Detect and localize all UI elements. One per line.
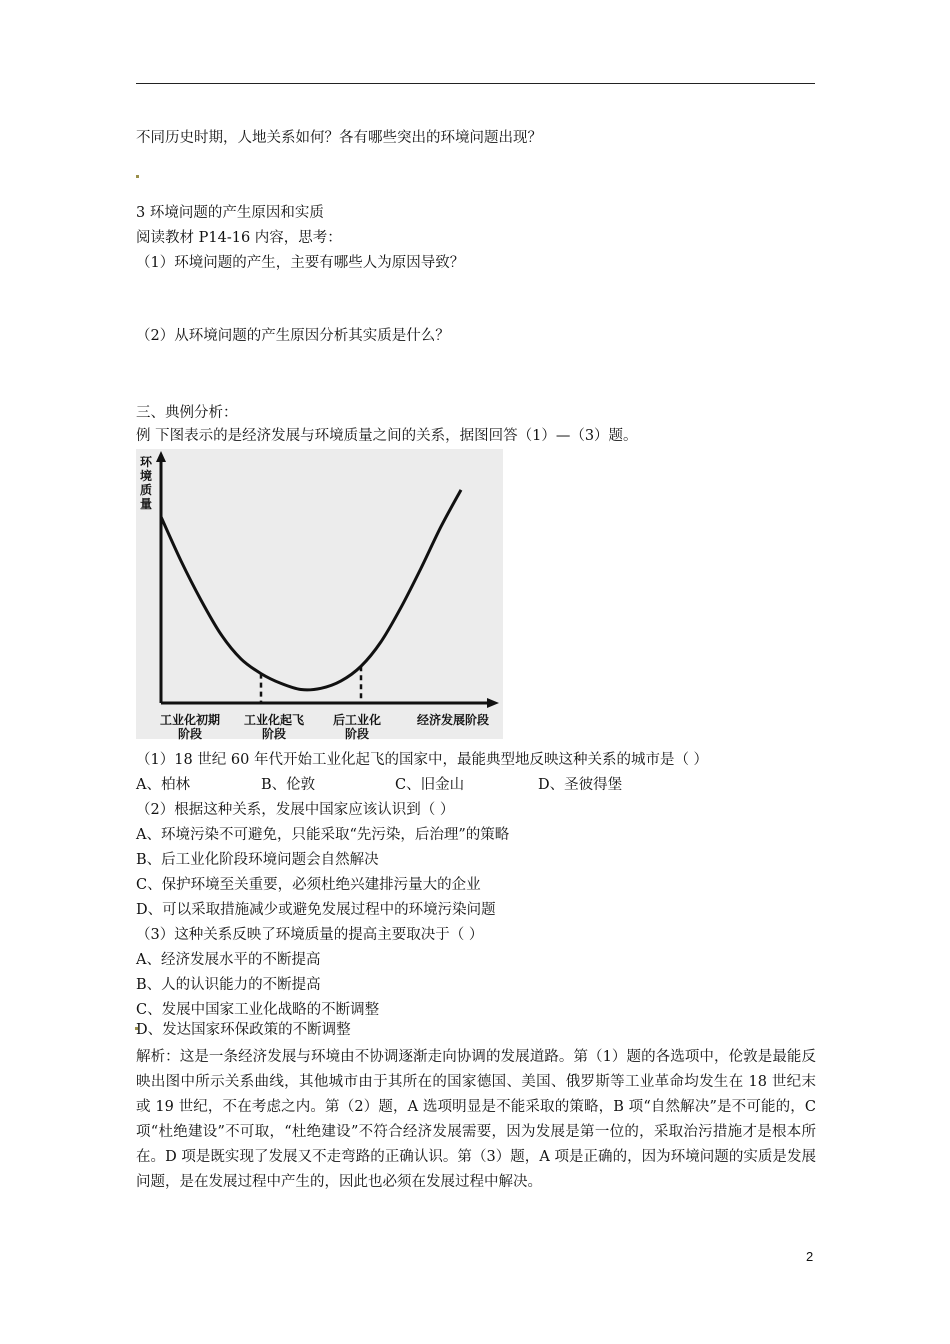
economy-environment-chart (136, 449, 503, 739)
analysis-paragraph: 解析：这是一条经济发展与环境由不协调逐渐走向协调的发展道路。第（1）题的各选项中，伦敦是最能反映出图中所示关系曲线，其他城市由于其所在的国家德国、美国、俄罗斯等工业革命均发生在 18 世纪末或 19 世纪，不在考虑之内。第（2）题，A 选项明显是不能采取的策略，B 项“自然解决”是不可能的，C 项“杜绝建设”不可取，“杜绝建设”不符合经济发展需要，因为发展是第一位的，采取治污措施才是根本所在。D 项是既实现了发展又不走弯路的正确认识。第（3）题，A 项是正确的，因为环境问题的实质是发展问题，是在发展过程中产生的，因此也必须在发展过程中解决。 (136, 1049, 816, 1190)
x-axis-arrow (487, 698, 499, 708)
speck-mark (136, 175, 139, 178)
section3-question-2: （2）从环境问题的产生原因分析其实质是什么？ (136, 328, 450, 344)
page-number: 2 (806, 1249, 814, 1264)
example-intro: 例 下图表示的是经济发展与环境质量之间的关系，据图回答（1）—（3）题。 (136, 428, 638, 444)
environment-quality-curve (161, 490, 461, 690)
stage-label-post-line2: 阶段 (344, 727, 369, 741)
x-axis-label: 经济发展阶段 (416, 713, 489, 727)
y-axis-arrow (156, 451, 166, 462)
q3-option-a: A、经济发展水平的不断提高 (136, 952, 321, 968)
question-2-stem: （2）根据这种关系，发展中国家应该认识到（ ） (136, 802, 455, 818)
y-axis-label: 环境质量 (140, 455, 153, 511)
stage-label-early-line2: 阶段 (177, 727, 202, 741)
q3-option-d: D、发达国家环保政策的不断调整 (136, 1022, 351, 1038)
q2-option-b: B、后工业化阶段环境问题会自然解决 (136, 852, 379, 868)
chart-svg (136, 449, 503, 739)
question-intro: 不同历史时期，人地关系如何？各有哪些突出的环境问题出现？ (136, 130, 542, 146)
q2-option-d: D、可以采取措施减少或避免发展过程中的环境污染问题 (136, 902, 496, 918)
header-rule (136, 83, 815, 84)
q2-option-c: C、保护环境至关重要，必须杜绝兴建排污量大的企业 (136, 877, 481, 893)
q3-option-b: B、人的认识能力的不断提高 (136, 977, 321, 993)
stage-label-takeoff-line2: 阶段 (261, 727, 286, 741)
stage-label-early (150, 713, 230, 741)
question-1-stem: （1）18 世纪 60 年代开始工业化起飞的国家中，最能典型地反映这种关系的城市是（ ） (136, 752, 709, 768)
section3-title: 3 环境问题的产生原因和实质 (136, 205, 324, 221)
stage-label-early-line1: 工业化初期 (159, 713, 220, 727)
stage-label-takeoff-line1: 工业化起飞 (243, 713, 304, 727)
section3-question-1: （1）环境问题的产生，主要有哪些人为原因导致？ (136, 255, 465, 271)
stage-label-post (324, 713, 390, 741)
q2-option-a: A、环境污染不可避免，只能采取“先污染，后治理”的策略 (136, 827, 510, 843)
q1-option-a: A、柏林 (136, 777, 190, 793)
q1-option-b: B、伦敦 (261, 777, 316, 793)
question-3-stem: （3）这种关系反映了环境质量的提高主要取决于（ ） (136, 927, 484, 943)
q3-option-c: C、发展中国家工业化战略的不断调整 (136, 1002, 380, 1018)
section3-reading: 阅读教材 P14-16 内容，思考： (136, 230, 342, 246)
q1-option-d: D、圣彼得堡 (538, 777, 623, 793)
q1-option-c: C、旧金山 (395, 777, 465, 793)
example-heading: 三、典例分析： (136, 405, 238, 421)
stage-label-takeoff (231, 713, 317, 741)
stage-label-post-line1: 后工业化 (332, 713, 381, 727)
